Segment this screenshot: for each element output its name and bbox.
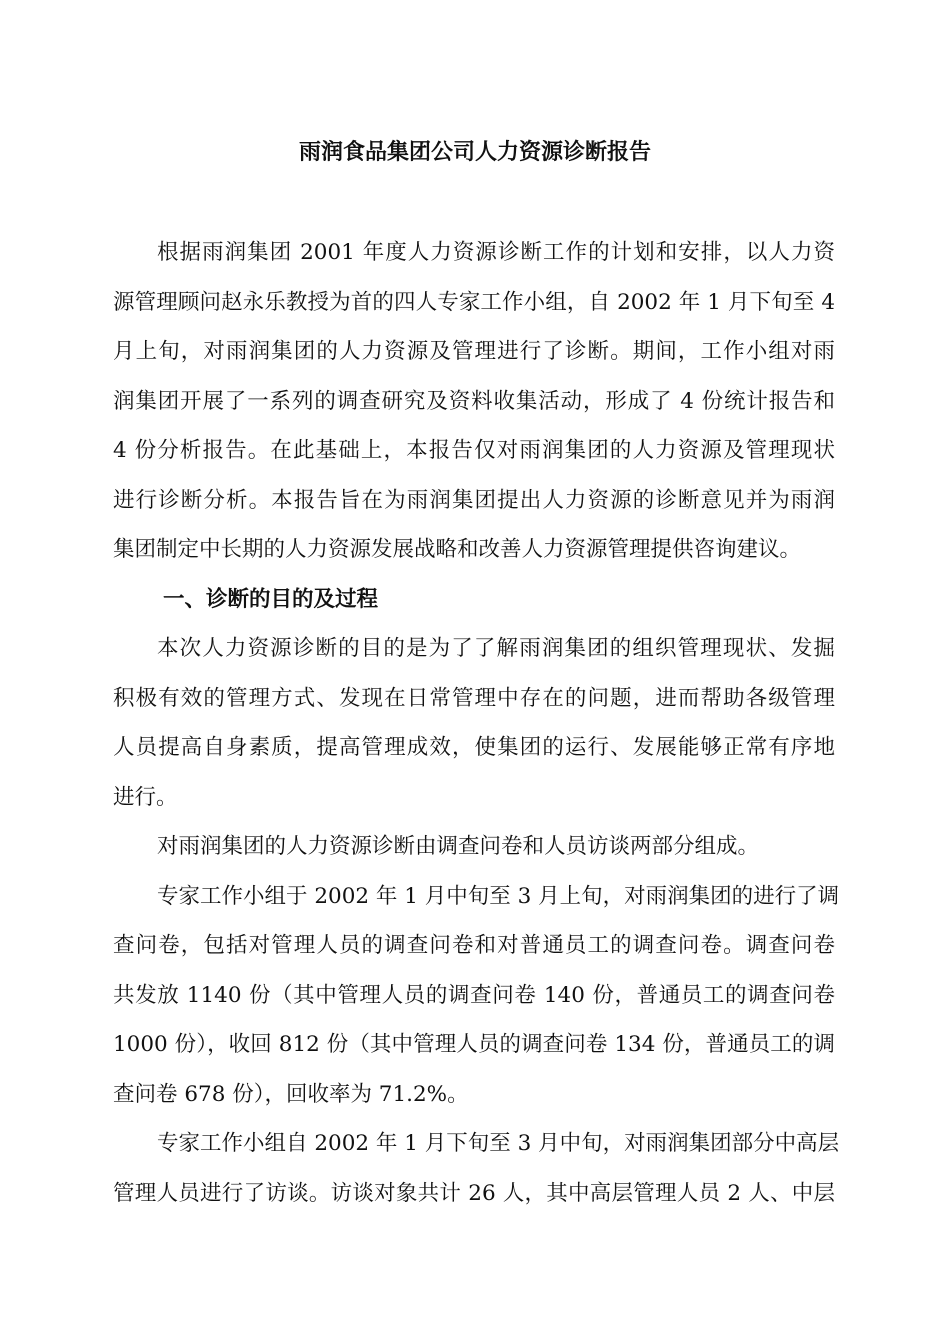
paragraph-line: 本次人力资源诊断的目的是为了了解雨润集团的组织管理现状、发掘	[157, 636, 835, 661]
paragraph-line: 专家工作小组于 2002 年 1 月中旬至 3 月上旬，对雨润集团的进行了调	[157, 883, 840, 909]
paragraph-line: 源管理顾问赵永乐教授为首的四人专家工作小组，自 2002 年 1 月下旬至 4	[113, 289, 835, 315]
paragraph-line: 共发放 1140 份（其中管理人员的调查问卷 140 份，普通员工的调查问卷	[113, 982, 835, 1008]
paragraph-line: 1000 份），收回 812 份（其中管理人员的调查问卷 134 份，普通员工的调	[113, 1032, 835, 1057]
paragraph-line: 润集团开展了一系列的调查研究及资料收集活动，形成了 4 份统计报告和	[113, 388, 835, 414]
paragraph-line: 进行。	[113, 784, 178, 810]
paragraph-line: 积极有效的管理方式、发现在日常管理中存在的问题，进而帮助各级管理	[113, 685, 835, 711]
paragraph-line: 查问卷，包括对管理人员的调查问卷和对普通员工的调查问卷。调查问卷	[113, 933, 835, 958]
paragraph-line: 专家工作小组自 2002 年 1 月下旬至 3 月中旬，对雨润集团部分中高层	[157, 1131, 840, 1156]
paragraph-line: 人员提高自身素质，提高管理成效，使集团的运行、发展能够正常有序地	[113, 735, 835, 760]
paragraph-line: 集团制定中长期的人力资源发展战略和改善人力资源管理提供咨询建议。	[113, 537, 802, 562]
section-heading: 一、诊断的目的及过程	[163, 586, 379, 612]
paragraph-line: 查问卷 678 份），回收率为 71.2%。	[113, 1081, 469, 1107]
paragraph-line: 月上旬，对雨润集团的人力资源及管理进行了诊断。期间，工作小组对雨	[113, 339, 835, 364]
document-body	[113, 228, 840, 1218]
paragraph-line: 4 份分析报告。在此基础上，本报告仅对雨润集团的人力资源及管理现状	[113, 438, 835, 463]
paragraph-line: 进行诊断分析。本报告旨在为雨润集团提出人力资源的诊断意见并为雨润	[113, 487, 835, 513]
paragraph-line: 对雨润集团的人力资源诊断由调查问卷和人员访谈两部分组成。	[157, 834, 760, 859]
document-title: 雨润食品集团公司人力资源诊断报告	[298, 140, 651, 165]
paragraph-line: 管理人员进行了访谈。访谈对象共计 26 人，其中高层管理人员 2 人、中层	[113, 1180, 835, 1206]
paragraph-line: 根据雨润集团 2001 年度人力资源诊断工作的计划和安排，以人力资	[157, 240, 835, 265]
